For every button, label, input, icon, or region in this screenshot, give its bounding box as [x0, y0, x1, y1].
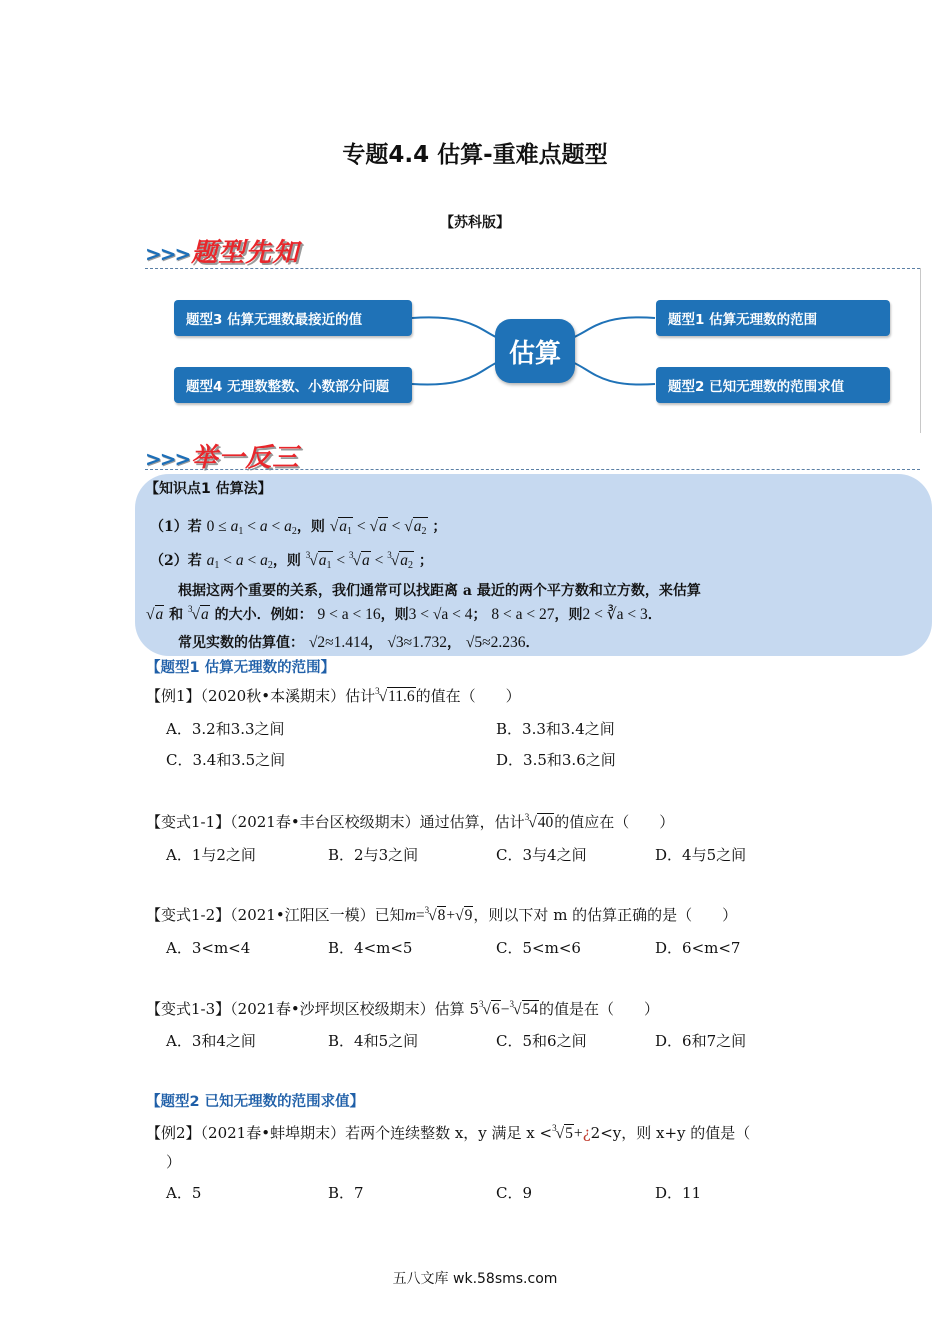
question-tail: 的值是在（ ） — [539, 1000, 660, 1018]
variant-1-1-question — [146, 811, 674, 832]
root-2: √9 — [455, 907, 473, 924]
question-tail: 的值在（ ） — [415, 687, 521, 705]
option-c: C．9 — [496, 1184, 533, 1202]
knowledge-item-1 — [150, 516, 446, 537]
radicand: 5 — [565, 1125, 573, 1142]
cube-root: $^3$√5 — [552, 1123, 573, 1142]
mindmap-node-type2: 题型2 已知无理数的范围求值 — [656, 367, 890, 403]
cbrt-a: $^3$√a — [188, 604, 209, 623]
frame-line — [920, 268, 921, 433]
option-a: A．3和4之间 — [166, 1032, 256, 1050]
option-b: B．7 — [328, 1184, 364, 1202]
mindmap-node-type3: 题型3 估算无理数最接近的值 — [174, 300, 412, 336]
end-mark: ． — [647, 607, 662, 623]
end-mark: ． — [525, 635, 540, 651]
plus: + — [573, 1125, 583, 1142]
question-tail: 2<y，则 x+y 的值是（ — [590, 1124, 751, 1142]
option-b: B．4和5之间 — [328, 1032, 419, 1050]
item1-condition: $0 \le a_1 < a < a_2$ — [206, 518, 297, 537]
option-c: C．5<m<6 — [496, 939, 581, 957]
option-c: C．3.4和3.5之间 — [166, 751, 286, 769]
question-tail: ，则以下对 m 的估算正确的是（ ） — [473, 906, 738, 924]
mindmap-center: 估算 — [495, 319, 575, 383]
example-1-question — [146, 685, 521, 706]
minus: − — [500, 1001, 510, 1018]
option-d: D．6和7之间 — [655, 1032, 747, 1050]
section-title-1: 【题型1 估算无理数的范围】 — [146, 660, 336, 676]
banner-text: 题型先知 — [191, 238, 300, 268]
comma: ， — [368, 635, 383, 651]
cube-root-1: $^3$√8 — [424, 905, 446, 924]
radicand: 9 — [464, 907, 473, 924]
knowledge-item-2 — [150, 550, 433, 571]
example-result-2: 2 < ∛a < 3 — [582, 606, 648, 623]
knowledge-paragraph-line1: 根据这两个重要的关系，我们通常可以找距离 a 最近的两个平方数和立方数，来估算 — [178, 583, 701, 599]
option-d: D．6<m<7 — [655, 939, 741, 957]
radicand: 8 — [437, 907, 446, 924]
example-result-1: 3 < √a < 4 — [408, 606, 473, 623]
option-b: B．3.3和3.4之间 — [496, 720, 615, 738]
banner-divider — [145, 268, 920, 269]
knowledge-title: 【知识点1 估算法】 — [145, 481, 272, 497]
common-sqrt2: √2≈1.414 — [308, 634, 369, 651]
banner-question-types — [145, 232, 299, 269]
option-a: A．3.2和3.3之间 — [166, 720, 285, 738]
separator: ； — [472, 607, 487, 623]
option-d: D．3.5和3.6之间 — [496, 751, 616, 769]
option-b: B．2与3之间 — [328, 846, 419, 864]
option-c: C．5和6之间 — [496, 1032, 587, 1050]
comma: ， — [447, 635, 462, 651]
common-sqrt5: √5≈2.236 — [465, 634, 526, 651]
example-range-1: 9 < a < 16 — [317, 606, 381, 623]
option-d: D．4与5之间 — [655, 846, 747, 864]
sqrt-a: √a — [146, 606, 164, 623]
variant-1-2-question — [146, 904, 737, 925]
option-b: B．4<m<5 — [328, 939, 413, 957]
banner-arrows: >>> — [145, 242, 190, 266]
question-label: 【变式1-3】（2021春•沙坪坝区校级期末）估算 5 — [146, 1000, 479, 1018]
radicand: 6 — [492, 1001, 500, 1018]
item1-mid: ，则 — [296, 519, 325, 535]
radicand: 54 — [522, 1001, 539, 1018]
para-rest: 的大小．例如： — [214, 607, 313, 623]
cube-root-2: $^3$√54 — [509, 999, 539, 1018]
equals: = — [415, 907, 425, 924]
question-label: 【例1】（2020秋•本溪期末）估计 — [146, 687, 376, 705]
option-a: A．1与2之间 — [166, 846, 256, 864]
knowledge-common-values — [178, 632, 540, 652]
question-label: 【例2】（2021春•蚌埠期末）若两个连续整数 x，y 满足 x < — [146, 1124, 553, 1142]
mindmap-node-type4: 题型4 无理数整数、小数部分问题 — [174, 367, 412, 403]
question-tail: 的值应在（ ） — [554, 813, 675, 831]
and-word: 和 — [169, 607, 184, 623]
item2-condition: $a_1 < a < a_2$ — [206, 552, 273, 571]
option-c: C．3与4之间 — [496, 846, 587, 864]
radicand: 11.6 — [388, 688, 415, 705]
item1-result: $√a_1 < √a < √a_2$ — [329, 518, 427, 537]
then-word: ，则 — [380, 607, 409, 623]
item1-prefix: （1）若 — [150, 519, 202, 535]
question-label: 【变式1-1】（2021春•丰台区校级期末）通过估算，估计 — [146, 813, 525, 831]
option-a: A．5 — [166, 1184, 202, 1202]
var-m: m — [404, 907, 416, 924]
item2-prefix: （2）若 — [150, 553, 202, 569]
radicand: 40 — [537, 814, 554, 831]
item2-mid: ，则 — [272, 553, 301, 569]
item2-end: ； — [418, 553, 433, 569]
stray-glyph: ¿ — [582, 1124, 591, 1142]
plus: + — [446, 907, 456, 924]
banner-divider — [145, 469, 920, 470]
edition-label: 【苏科版】 — [440, 215, 510, 231]
banner-text: 举一反三 — [191, 443, 300, 473]
item2-result: $^3√a_1 < ^3√a < ^3√a_2$ — [305, 550, 414, 571]
knowledge-paragraph-line2 — [146, 604, 662, 624]
common-sqrt3: √3≈1.732 — [387, 634, 448, 651]
cube-root-1: $^3$√6 — [479, 999, 500, 1018]
cube-root: $^3$√11.6 — [375, 686, 415, 705]
option-d: D．11 — [655, 1184, 702, 1202]
example-2-question-line2: ） — [166, 1153, 182, 1171]
section-title-2: 【题型2 已知无理数的范围求值】 — [146, 1094, 365, 1110]
banner-arrows: >>> — [145, 447, 190, 471]
item1-end: ； — [432, 519, 447, 535]
option-a: A．3<m<4 — [166, 939, 251, 957]
example-range-2: 8 < a < 27 — [491, 606, 555, 623]
question-label: 【变式1-2】（2021•江阳区一模）已知 — [146, 906, 405, 924]
then-word: ，则 — [554, 607, 583, 623]
common-prefix: 常见实数的估算值： — [178, 635, 304, 651]
footer-watermark: 五八文库 wk.58sms.com — [392, 1271, 558, 1287]
cube-root: $^3$√40 — [524, 812, 554, 831]
document-title: 专题4.4 估算-重难点题型 — [342, 142, 608, 168]
example-2-question — [146, 1122, 750, 1143]
mindmap-node-type1: 题型1 估算无理数的范围 — [656, 300, 890, 336]
variant-1-3-question — [146, 998, 659, 1019]
